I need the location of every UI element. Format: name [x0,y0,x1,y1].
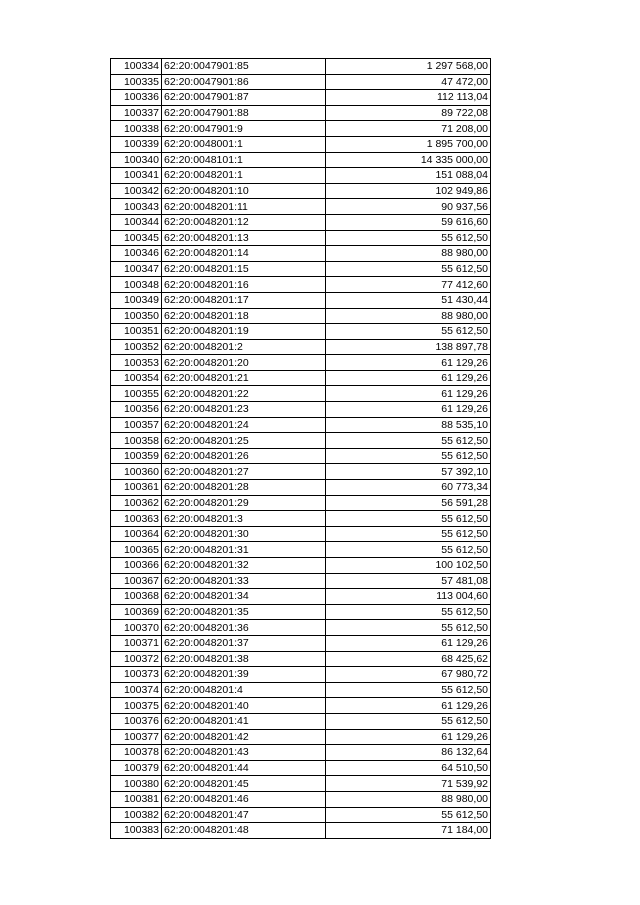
row-id-cell: 100356 [111,402,162,418]
cadastral-value-cell: 61 129,26 [326,729,491,745]
row-id-cell: 100358 [111,433,162,449]
row-id-cell: 100368 [111,589,162,605]
cadastral-number-cell: 62:20:0048201:46 [162,791,326,807]
table-row [111,355,491,371]
table-row [111,136,491,152]
table-row [111,402,491,418]
row-id-cell: 100380 [111,776,162,792]
table-row [111,651,491,667]
cadastral-value-cell: 77 412,60 [326,277,491,293]
cadastral-value-cell: 51 430,44 [326,292,491,308]
row-id-cell: 100361 [111,480,162,496]
cadastral-number-cell: 62:20:0048201:11 [162,199,326,215]
cadastral-value-cell: 55 612,50 [326,713,491,729]
row-id-cell: 100376 [111,713,162,729]
cadastral-value-cell: 71 184,00 [326,823,491,839]
row-id-cell: 100349 [111,292,162,308]
cadastral-value-cell: 71 539,92 [326,776,491,792]
cadastral-value-cell: 61 129,26 [326,402,491,418]
row-id-cell: 100338 [111,121,162,137]
table-row [111,324,491,340]
cadastral-number-cell: 62:20:0048201:3 [162,511,326,527]
table-row [111,791,491,807]
cadastral-number-cell: 62:20:0048201:2 [162,339,326,355]
row-id-cell: 100383 [111,823,162,839]
row-id-cell: 100355 [111,386,162,402]
cadastral-value-cell: 61 129,26 [326,355,491,371]
cadastral-number-cell: 62:20:0048201:30 [162,526,326,542]
cadastral-value-cell: 55 612,50 [326,433,491,449]
cadastral-number-cell: 62:20:0048201:19 [162,324,326,340]
cadastral-value-cell: 14 335 000,00 [326,152,491,168]
cadastral-value-cell: 100 102,50 [326,558,491,574]
cadastral-number-cell: 62:20:0048201:36 [162,620,326,636]
row-id-cell: 100370 [111,620,162,636]
cadastral-number-cell: 62:20:0048201:29 [162,495,326,511]
row-id-cell: 100354 [111,370,162,386]
cadastral-value-cell: 86 132,64 [326,745,491,761]
cadastral-value-cell: 112 113,04 [326,90,491,106]
cadastral-value-cell: 88 535,10 [326,417,491,433]
table-row [111,511,491,527]
row-id-cell: 100336 [111,90,162,106]
table-row [111,760,491,776]
cadastral-number-cell: 62:20:0048201:38 [162,651,326,667]
row-id-cell: 100343 [111,199,162,215]
cadastral-number-cell: 62:20:0048201:34 [162,589,326,605]
table-body [111,59,491,839]
row-id-cell: 100337 [111,105,162,121]
row-id-cell: 100339 [111,136,162,152]
row-id-cell: 100352 [111,339,162,355]
cadastral-value-cell: 56 591,28 [326,495,491,511]
table-row [111,417,491,433]
cadastral-number-cell: 62:20:0048201:25 [162,433,326,449]
table-row [111,370,491,386]
cadastral-number-cell: 62:20:0048201:45 [162,776,326,792]
cadastral-value-cell: 55 612,50 [326,230,491,246]
cadastral-number-cell: 62:20:0048201:44 [162,760,326,776]
cadastral-value-cell: 61 129,26 [326,635,491,651]
row-id-cell: 100362 [111,495,162,511]
cadastral-value-cell: 64 510,50 [326,760,491,776]
cadastral-number-cell: 62:20:0048201:27 [162,464,326,480]
row-id-cell: 100346 [111,246,162,262]
cadastral-value-cell: 88 980,00 [326,791,491,807]
cadastral-value-table [110,58,491,839]
row-id-cell: 100341 [111,168,162,184]
row-id-cell: 100373 [111,667,162,683]
table-row [111,261,491,277]
cadastral-value-cell: 57 392,10 [326,464,491,480]
cadastral-number-cell: 62:20:0048201:39 [162,667,326,683]
row-id-cell: 100363 [111,511,162,527]
cadastral-number-cell: 62:20:0048201:13 [162,230,326,246]
cadastral-value-cell: 102 949,86 [326,183,491,199]
cadastral-number-cell: 62:20:0048201:31 [162,542,326,558]
table-row [111,214,491,230]
table-row [111,698,491,714]
table-row [111,59,491,75]
table-row [111,573,491,589]
row-id-cell: 100353 [111,355,162,371]
table-row [111,807,491,823]
cadastral-number-cell: 62:20:0048201:40 [162,698,326,714]
cadastral-number-cell: 62:20:0048201:24 [162,417,326,433]
row-id-cell: 100372 [111,651,162,667]
table-row [111,199,491,215]
table-row [111,433,491,449]
cadastral-value-cell: 61 129,26 [326,698,491,714]
table-row [111,745,491,761]
cadastral-number-cell: 62:20:0048201:32 [162,558,326,574]
cadastral-value-cell: 55 612,50 [326,807,491,823]
cadastral-number-cell: 62:20:0048201:23 [162,402,326,418]
cadastral-number-cell: 62:20:0047901:88 [162,105,326,121]
table-row [111,121,491,137]
cadastral-number-cell: 62:20:0048201:10 [162,183,326,199]
cadastral-value-cell: 55 612,50 [326,526,491,542]
row-id-cell: 100377 [111,729,162,745]
cadastral-number-cell: 62:20:0047901:9 [162,121,326,137]
table-row [111,152,491,168]
table-row [111,526,491,542]
table-row [111,339,491,355]
cadastral-number-cell: 62:20:0048201:16 [162,277,326,293]
table-row [111,386,491,402]
row-id-cell: 100340 [111,152,162,168]
cadastral-value-cell: 88 980,00 [326,246,491,262]
row-id-cell: 100378 [111,745,162,761]
cadastral-number-cell: 62:20:0048201:28 [162,480,326,496]
table-row [111,480,491,496]
cadastral-value-cell: 55 612,50 [326,511,491,527]
row-id-cell: 100357 [111,417,162,433]
row-id-cell: 100365 [111,542,162,558]
cadastral-value-cell: 55 612,50 [326,604,491,620]
row-id-cell: 100342 [111,183,162,199]
table-row [111,74,491,90]
cadastral-value-cell: 89 722,08 [326,105,491,121]
cadastral-value-cell: 68 425,62 [326,651,491,667]
cadastral-number-cell: 62:20:0048201:4 [162,682,326,698]
table-row [111,495,491,511]
cadastral-value-cell: 55 612,50 [326,261,491,277]
cadastral-value-cell: 57 481,08 [326,573,491,589]
row-id-cell: 100371 [111,635,162,651]
table-row [111,589,491,605]
table-row [111,246,491,262]
table-row [111,682,491,698]
cadastral-value-cell: 55 612,50 [326,620,491,636]
cadastral-number-cell: 62:20:0048201:35 [162,604,326,620]
row-id-cell: 100344 [111,214,162,230]
table-row [111,542,491,558]
table-row [111,604,491,620]
table-row [111,168,491,184]
cadastral-number-cell: 62:20:0048201:22 [162,386,326,402]
cadastral-number-cell: 62:20:0048201:14 [162,246,326,262]
cadastral-number-cell: 62:20:0048201:41 [162,713,326,729]
table-row [111,183,491,199]
table-row [111,105,491,121]
table-row [111,620,491,636]
row-id-cell: 100351 [111,324,162,340]
table-row [111,667,491,683]
cadastral-number-cell: 62:20:0048201:47 [162,807,326,823]
row-id-cell: 100374 [111,682,162,698]
row-id-cell: 100345 [111,230,162,246]
row-id-cell: 100360 [111,464,162,480]
cadastral-value-cell: 59 616,60 [326,214,491,230]
table-row [111,713,491,729]
row-id-cell: 100350 [111,308,162,324]
row-id-cell: 100367 [111,573,162,589]
row-id-cell: 100366 [111,558,162,574]
row-id-cell: 100335 [111,74,162,90]
cadastral-value-cell: 88 980,00 [326,308,491,324]
cadastral-number-cell: 62:20:0048201:12 [162,214,326,230]
cadastral-value-cell: 67 980,72 [326,667,491,683]
cadastral-value-cell: 138 897,78 [326,339,491,355]
cadastral-value-cell: 55 612,50 [326,448,491,464]
cadastral-number-cell: 62:20:0048201:15 [162,261,326,277]
table-row [111,90,491,106]
cadastral-number-cell: 62:20:0047901:87 [162,90,326,106]
cadastral-number-cell: 62:20:0047901:86 [162,74,326,90]
cadastral-value-cell: 55 612,50 [326,324,491,340]
cadastral-value-cell: 113 004,60 [326,589,491,605]
cadastral-value-cell: 90 937,56 [326,199,491,215]
cadastral-value-cell: 61 129,26 [326,370,491,386]
cadastral-value-cell: 1 895 700,00 [326,136,491,152]
row-id-cell: 100379 [111,760,162,776]
cadastral-value-cell: 47 472,00 [326,74,491,90]
table-row [111,464,491,480]
cadastral-number-cell: 62:20:0048201:48 [162,823,326,839]
cadastral-value-cell: 61 129,26 [326,386,491,402]
cadastral-number-cell: 62:20:0048201:21 [162,370,326,386]
cadastral-number-cell: 62:20:0047901:85 [162,59,326,75]
row-id-cell: 100359 [111,448,162,464]
cadastral-number-cell: 62:20:0048201:33 [162,573,326,589]
cadastral-value-cell: 55 612,50 [326,542,491,558]
cadastral-number-cell: 62:20:0048201:26 [162,448,326,464]
table-row [111,277,491,293]
row-id-cell: 100381 [111,791,162,807]
cadastral-number-cell: 62:20:0048201:42 [162,729,326,745]
table-row [111,230,491,246]
table-row [111,635,491,651]
row-id-cell: 100347 [111,261,162,277]
row-id-cell: 100375 [111,698,162,714]
table-row [111,776,491,792]
cadastral-value-cell: 55 612,50 [326,682,491,698]
table-row [111,448,491,464]
cadastral-number-cell: 62:20:0048201:1 [162,168,326,184]
cadastral-number-cell: 62:20:0048001:1 [162,136,326,152]
row-id-cell: 100348 [111,277,162,293]
row-id-cell: 100382 [111,807,162,823]
table-row [111,292,491,308]
cadastral-number-cell: 62:20:0048201:18 [162,308,326,324]
cadastral-value-cell: 1 297 568,00 [326,59,491,75]
table-row [111,823,491,839]
table-row [111,308,491,324]
row-id-cell: 100364 [111,526,162,542]
cadastral-value-cell: 60 773,34 [326,480,491,496]
cadastral-number-cell: 62:20:0048101:1 [162,152,326,168]
cadastral-number-cell: 62:20:0048201:17 [162,292,326,308]
table-row [111,558,491,574]
table-row [111,729,491,745]
cadastral-value-cell: 71 208,00 [326,121,491,137]
cadastral-value-cell: 151 088,04 [326,168,491,184]
cadastral-number-cell: 62:20:0048201:37 [162,635,326,651]
cadastral-number-cell: 62:20:0048201:20 [162,355,326,371]
cadastral-number-cell: 62:20:0048201:43 [162,745,326,761]
row-id-cell: 100334 [111,59,162,75]
row-id-cell: 100369 [111,604,162,620]
